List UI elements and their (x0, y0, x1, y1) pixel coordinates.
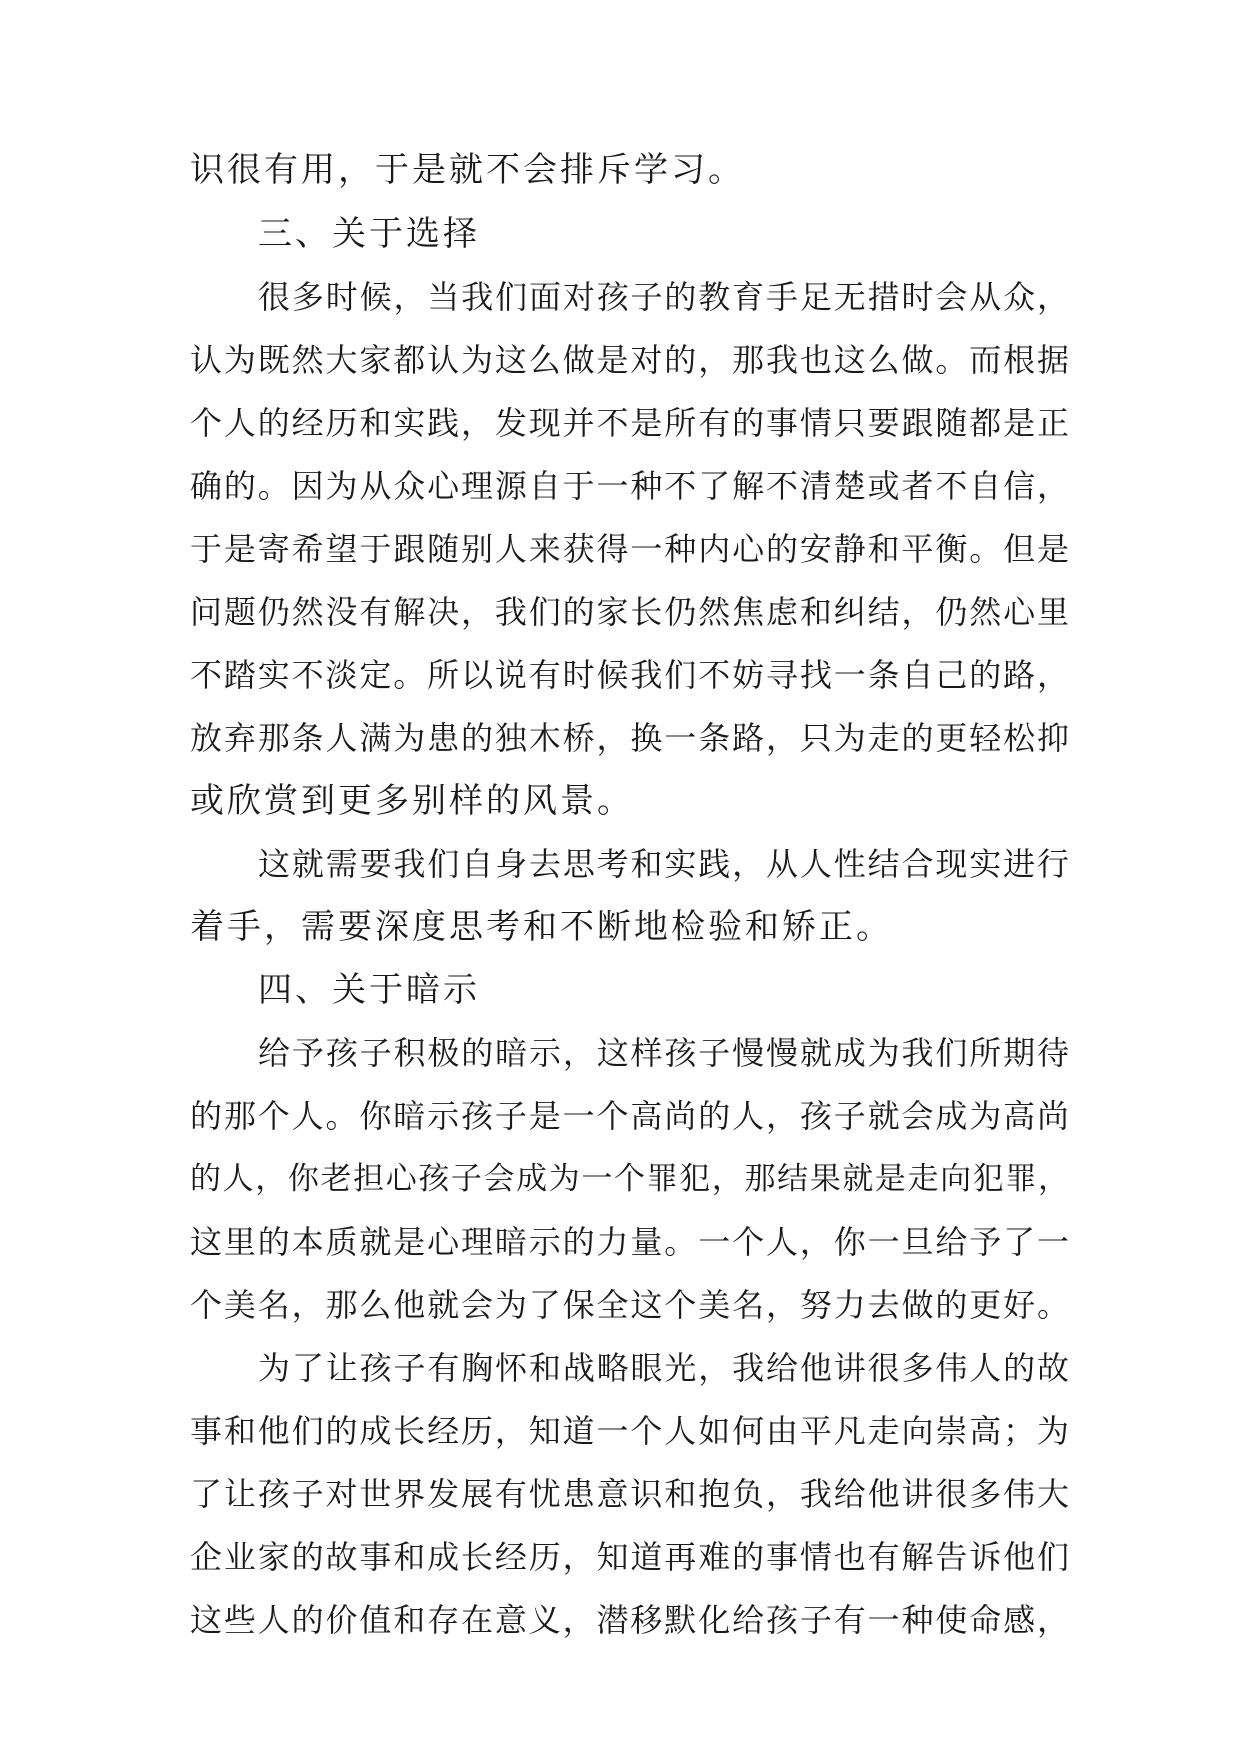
paragraph-line: 确的。因为从众心理源自于一种不了解不清楚或者不自信， (190, 467, 1070, 505)
paragraph-line: 不踏实不淡定。所以说有时候我们不妨寻找一条自己的路， (190, 656, 1070, 694)
paragraph-line: 问题仍然没有解决，我们的家长仍然焦虑和纠结，仍然心里 (190, 593, 1070, 631)
paragraph-line: 的那个人。你暗示孩子是一个高尚的人，孩子就会成为高尚 (190, 1097, 1070, 1135)
paragraph-line: 于是寄希望于跟随别人来获得一种内心的安静和平衡。但是 (190, 530, 1070, 568)
paragraph-line: 给予孩子积极的暗示，这样孩子慢慢就成为我们所期待 (258, 1034, 1070, 1072)
paragraph-line: 企业家的故事和成长经历，知道再难的事情也有解告诉他们 (190, 1538, 1070, 1576)
paragraph-line: 为了让孩子有胸怀和战略眼光，我给他讲很多伟人的故 (258, 1349, 1070, 1387)
paragraph-line: 这里的本质就是心理暗示的力量。一个人，你一旦给予了一 (190, 1223, 1070, 1261)
paragraph-line: 或欣赏到更多别样的风景。 (190, 781, 634, 821)
paragraph-line: 放弃那条人满为患的独木桥，换一条路，只为走的更轻松抑 (190, 719, 1070, 757)
paragraph-line: 很多时候，当我们面对孩子的教育手足无措时会从众， (258, 278, 1070, 316)
paragraph-line: 个美名，那么他就会为了保全这个美名，努力去做的更好。 (190, 1286, 1070, 1324)
paragraph-line: 这些人的价值和存在意义，潜移默化给孩子有一种使命感， (190, 1601, 1070, 1639)
paragraph-line: 的人，你老担心孩子会成为一个罪犯，那结果就是走向犯罪， (190, 1161, 1070, 1197)
paragraph-line: 了让孩子对世界发展有忧患意识和抱负，我给他讲很多伟大 (190, 1475, 1070, 1513)
section-heading: 四、关于暗示 (258, 970, 480, 1010)
paragraph-line: 识很有用，于是就不会排斥学习。 (190, 150, 745, 190)
paragraph-line: 着手，需要深度思考和不断地检验和矫正。 (190, 907, 893, 947)
section-heading: 三、关于选择 (258, 214, 480, 254)
paragraph-line: 这就需要我们自身去思考和实践，从人性结合现实进行 (258, 845, 1070, 883)
paragraph-line: 事和他们的成长经历，知道一个人如何由平凡走向崇高；为 (190, 1412, 1070, 1450)
paragraph-line: 认为既然大家都认为这么做是对的，那我也这么做。而根据 (190, 341, 1070, 379)
paragraph-line: 个人的经历和实践，发现并不是所有的事情只要跟随都是正 (190, 404, 1070, 442)
